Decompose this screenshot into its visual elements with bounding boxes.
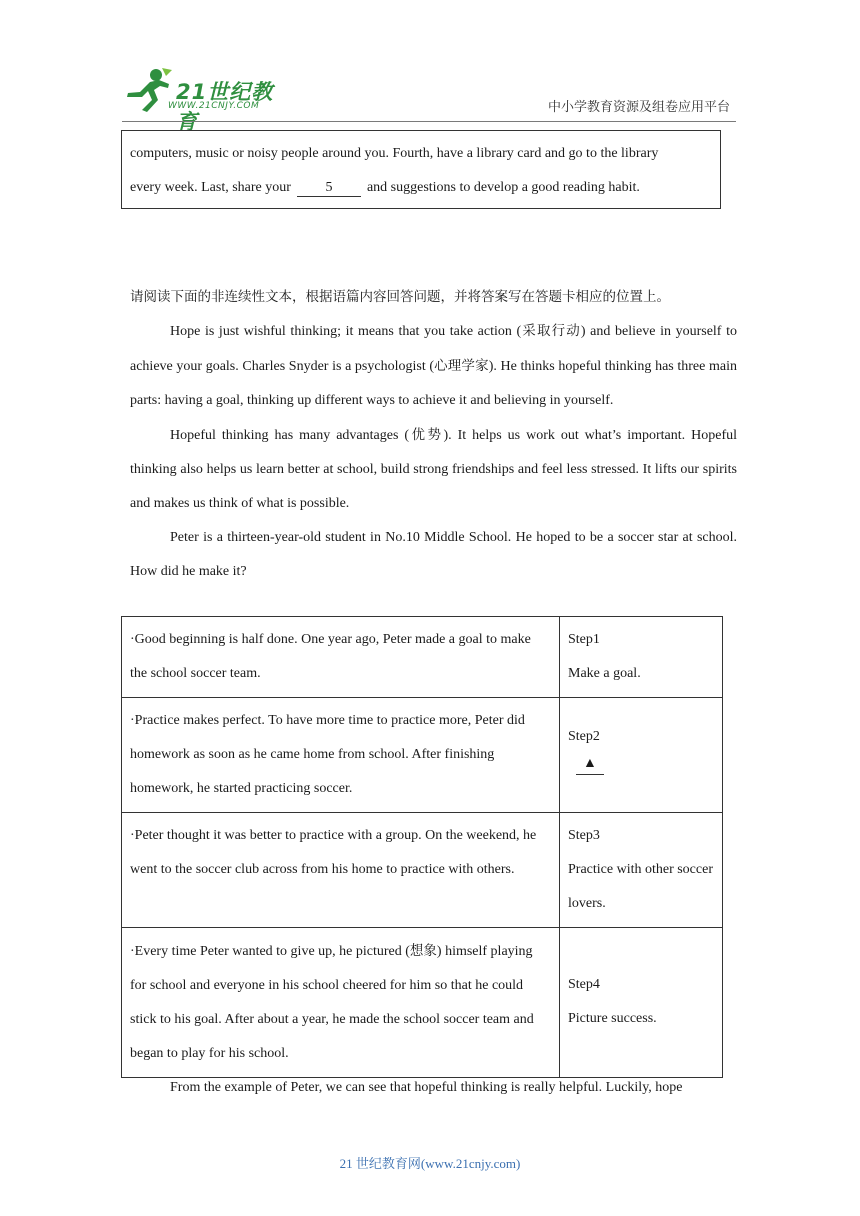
table-row xyxy=(122,698,723,813)
step-description: ·Peter thought it was better to practice with a group. On the weekend, he went to the soccer club across from his home to practice with others. xyxy=(122,813,560,928)
steps-table xyxy=(121,616,723,1078)
platform-name: 中小学教育资源及组卷应用平台 xyxy=(547,100,730,115)
header-divider xyxy=(122,121,736,122)
page-header xyxy=(0,0,860,134)
logo-url: WWW.21CNJY.COM xyxy=(168,101,260,111)
answer-blank-triangle: ▲ xyxy=(576,754,604,775)
step-description: ·Good beginning is half done. One year ago, Peter made a goal to make the school soccer team. xyxy=(122,617,560,698)
logo-text: 21世纪教育 xyxy=(176,80,274,134)
step-cell: Step4 Picture success. xyxy=(560,928,723,1078)
passage-box xyxy=(121,130,721,209)
page-footer: 21 世纪教育网(www.21cnjy.com) xyxy=(339,1156,521,1171)
site-logo xyxy=(122,66,292,134)
table-row xyxy=(122,813,723,928)
instruction: 请阅读下面的非连续性文本，根据语篇内容回答问题，并将答案写在答题卡相应的位置上。 xyxy=(130,289,670,305)
step-cell: Step2 ▲ xyxy=(560,698,723,813)
paragraph-1: Hope is just wishful thinking; it means that you take action (采取行动) and believe in yourself to achieve your goals. Charles Snyder is a psychologist (心理学家). He thinks hopeful thinking has three main parts: having a goal, thinking up different ways to achieve it and believing in yourself. xyxy=(130,323,737,408)
answer-blank-5: 5 xyxy=(297,180,361,197)
reading-passage xyxy=(130,280,737,589)
runner-logo-icon xyxy=(122,66,174,114)
closing-paragraph: From the example of Peter, we can see that hopeful thinking is really helpful. Luckily, hope xyxy=(170,1080,683,1095)
paragraph-3: Peter is a thirteen-year-old student in No.10 Middle School. He hoped to be a soccer star at school. How did he make it? xyxy=(130,530,737,579)
box-line-2: every week. Last, share your 5 and suggestions to develop a good reading habit. xyxy=(130,180,640,195)
step-description: ·Practice makes perfect. To have more time to practice more, Peter did homework as soon as he came home from school. After finishing homework, he started practicing soccer. xyxy=(122,698,560,813)
table-row xyxy=(122,928,723,1078)
paragraph-2: Hopeful thinking has many advantages (优势). It helps us work out what’s important. Hopeful thinking also helps us learn better at school, build strong friendships and feel less stressed. It lifts our spirits and makes us think of what is possible. xyxy=(130,427,737,511)
step-description: ·Every time Peter wanted to give up, he pictured (想象) himself playing for school and everyone in his school cheered for him so that he could stick to his goal. After about a year, he made the school soccer team and began to play for his school. xyxy=(122,928,560,1078)
step-cell: Step3 Practice with other soccer lovers. xyxy=(560,813,723,928)
box-line-1: computers, music or noisy people around you. Fourth, have a library card and go to the library xyxy=(130,146,659,161)
step-cell: Step1 Make a goal. xyxy=(560,617,723,698)
table-row xyxy=(122,617,723,698)
